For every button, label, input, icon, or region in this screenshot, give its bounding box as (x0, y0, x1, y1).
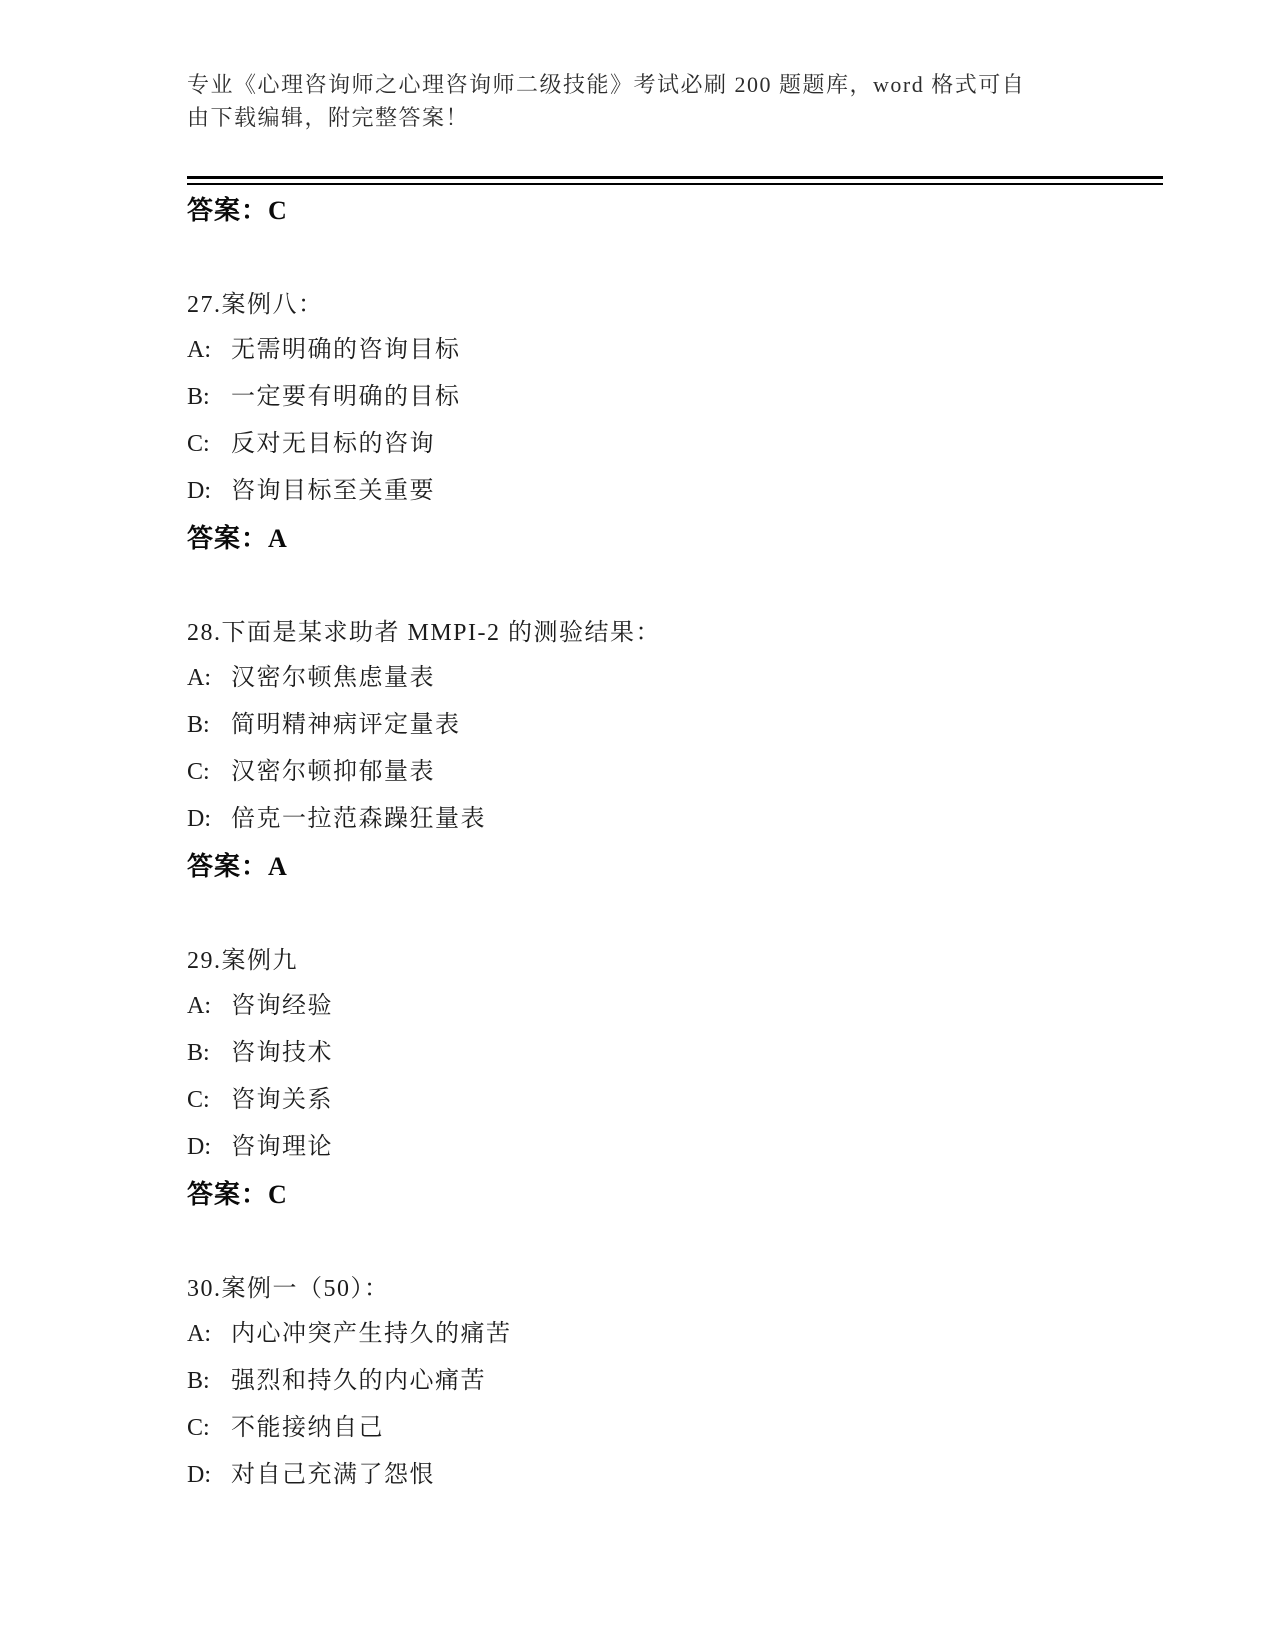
question-title: 29.案例九 (187, 948, 298, 974)
option-label: A: (187, 993, 211, 1019)
option-text: 反对无目标的咨询 (231, 431, 435, 457)
option-label: C: (187, 431, 210, 457)
answer-value: A (268, 852, 288, 881)
answer-label: 答案： (187, 1180, 269, 1209)
option-row-b (187, 1359, 1163, 1406)
question-block-29 (187, 939, 1163, 1217)
option-text: 内心冲突产生持久的痛苦 (231, 1321, 512, 1347)
option-label: A: (187, 665, 211, 691)
option-label: D: (187, 1462, 211, 1488)
option-label: A: (187, 337, 211, 363)
option-text: 咨询目标至关重要 (231, 478, 435, 504)
option-label: C: (187, 1415, 210, 1441)
answer-label: 答案： (187, 852, 269, 881)
document-header (187, 68, 1163, 134)
answer-label: 答案： (187, 196, 269, 225)
option-label: B: (187, 712, 210, 738)
question-title: 28.下面是某求助者 MMPI-2 的测验结果： (187, 620, 662, 646)
option-label: B: (187, 1040, 210, 1066)
header-divider-rule (187, 176, 1163, 185)
option-row-c (187, 750, 1163, 797)
option-row-a (187, 984, 1163, 1031)
answer-value: C (268, 1180, 288, 1209)
answer-value: A (268, 524, 288, 553)
option-text: 简明精神病评定量表 (231, 712, 461, 738)
option-label: D: (187, 478, 211, 504)
option-text: 倍克一拉范森躁狂量表 (231, 806, 486, 832)
option-text: 汉密尔顿抑郁量表 (231, 759, 435, 785)
option-label: A: (187, 1321, 211, 1347)
header-line-2: 由下载编辑，附完整答案！ (187, 105, 470, 130)
option-row-a (187, 1312, 1163, 1359)
option-row-b (187, 375, 1163, 422)
option-row-c (187, 422, 1163, 469)
option-label: B: (187, 384, 210, 410)
option-row-c (187, 1406, 1163, 1453)
question-title: 30.案例一（50）： (187, 1276, 390, 1302)
question-block-28 (187, 611, 1163, 889)
option-text: 咨询关系 (231, 1087, 333, 1113)
option-row-d (187, 1453, 1163, 1500)
previous-answer-line (187, 188, 1163, 233)
answer-value: C (268, 196, 288, 225)
option-row-d (187, 469, 1163, 516)
option-row-a (187, 656, 1163, 703)
option-row-b (187, 1031, 1163, 1078)
option-label: C: (187, 759, 210, 785)
question-title: 27.案例八： (187, 292, 324, 318)
question-block-30 (187, 1267, 1163, 1500)
option-row-b (187, 703, 1163, 750)
option-row-d (187, 1125, 1163, 1172)
answer-label: 答案： (187, 524, 269, 553)
option-row-a (187, 328, 1163, 375)
option-label: B: (187, 1368, 210, 1394)
option-text: 强烈和持久的内心痛苦 (231, 1368, 486, 1394)
option-label: C: (187, 1087, 210, 1113)
option-label: D: (187, 806, 211, 832)
answer-line (187, 516, 1163, 561)
option-row-c (187, 1078, 1163, 1125)
answer-line (187, 844, 1163, 889)
option-text: 对自己充满了怨恨 (231, 1462, 435, 1488)
option-text: 咨询经验 (231, 993, 333, 1019)
header-line-1: 专业《心理咨询师之心理咨询师二级技能》考试必刷 200 题题库，word 格式可自 (187, 72, 1026, 97)
answer-line (187, 1172, 1163, 1217)
option-text: 不能接纳自己 (231, 1415, 384, 1441)
option-row-d (187, 797, 1163, 844)
option-label: D: (187, 1134, 211, 1160)
option-text: 汉密尔顿焦虑量表 (231, 665, 435, 691)
option-text: 无需明确的咨询目标 (231, 337, 461, 363)
option-text: 咨询理论 (231, 1134, 333, 1160)
option-text: 咨询技术 (231, 1040, 333, 1066)
question-block-27 (187, 283, 1163, 561)
option-text: 一定要有明确的目标 (231, 384, 461, 410)
